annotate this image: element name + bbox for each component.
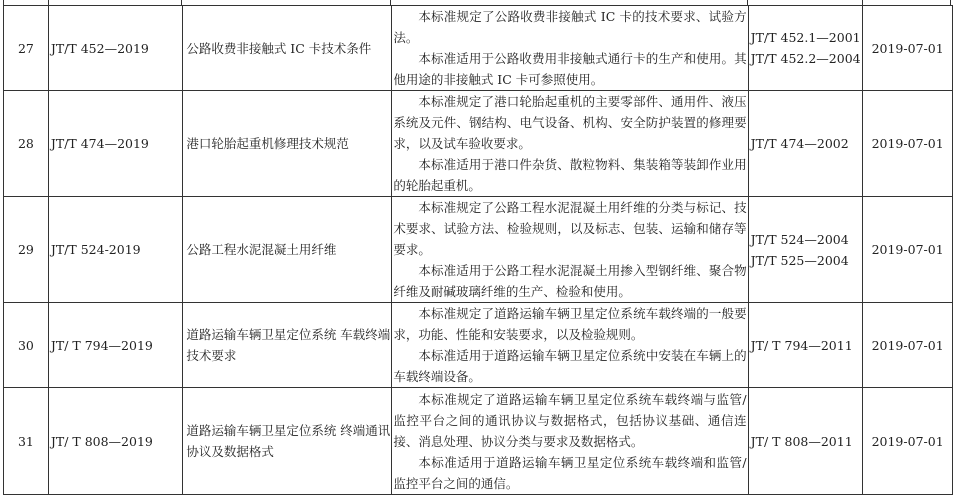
standard-description (392, 388, 748, 495)
replaced-standards (748, 197, 863, 303)
replaced-code: JT/T 452.2—2004 (750, 51, 861, 66)
row-number: 27 (4, 6, 49, 91)
replaced-code: JT/T 474—2002 (750, 136, 849, 151)
standard-name: 港口轮胎起重机修理技术规范 (183, 91, 392, 197)
replaced-standards (748, 6, 863, 91)
description-paragraph: 本标准适用于道路运输车辆卫星定位系统车载终端和监管/监控平台之间的通信。 (393, 454, 747, 491)
effective-date: 2019-07-01 (863, 91, 953, 197)
standards-table (3, 5, 953, 495)
replaced-code: JT/T 525—2004 (750, 252, 849, 268)
replaced-code: JT/T 452.1—2001 (750, 30, 861, 45)
standard-description (392, 197, 748, 303)
replaced-code: JT/T 524—2004 (750, 231, 849, 247)
standard-name: 道路运输车辆卫星定位系统 车载终端技术要求 (183, 303, 392, 388)
table-row (4, 303, 953, 388)
standard-description (392, 6, 748, 91)
replaced-standards (748, 91, 863, 197)
row-number: 31 (4, 388, 49, 495)
description-paragraph: 本标准适用于道路运输车辆卫星定位系统中安装在车辆上的车载终端设备。 (393, 348, 747, 384)
row-number: 28 (4, 91, 49, 197)
effective-date: 2019-07-01 (863, 388, 953, 495)
standard-description (392, 91, 748, 197)
table-row (4, 91, 953, 197)
table-row (4, 388, 953, 495)
standard-code: JT/ T 794—2019 (48, 303, 182, 388)
standard-code: JT/T 452—2019 (48, 6, 182, 91)
table-row (4, 197, 953, 303)
replaced-standards (748, 388, 863, 495)
replaced-code: JT/ T 794—2011 (750, 337, 853, 353)
description-paragraph: 本标准适用于公路工程水泥混凝土用掺入型钢纤维、聚合物纤维及耐碱玻璃纤维的生产、检验和使用。 (393, 263, 747, 299)
description-paragraph: 本标准规定了公路工程水泥混凝土用纤维的分类与标记、技术要求、试验方法、检验规则，以及标志、包装、运输和储存等要求。 (393, 200, 747, 257)
replaced-code: JT/ T 808—2011 (750, 433, 853, 449)
effective-date: 2019-07-01 (863, 303, 953, 388)
description-paragraph: 本标准规定了道路运输车辆卫星定位系统车载终端的一般要求，功能、性能和安装要求，以及检验规则。 (393, 306, 747, 342)
standard-name: 公路工程水泥混凝土用纤维 (183, 197, 392, 303)
standard-description (392, 303, 748, 388)
standard-name: 公路收费非接触式 IC 卡技术条件 (183, 6, 392, 91)
description-paragraph: 本标准适用于港口件杂货、散粒物料、集装箱等装卸作业用的轮胎起重机。 (393, 157, 747, 193)
description-paragraph: 本标准规定了道路运输车辆卫星定位系统车载终端与监管/监控平台之间的通讯协议与数据格式，包括协议基础、通信连接、消息处理、协议分类与要求及数据格式。 (393, 391, 747, 449)
standard-code: JT/ T 808—2019 (48, 388, 182, 495)
description-paragraph: 本标准规定了港口轮胎起重机的主要零部件、通用件、液压系统及元件、钢结构、电气设备、机构、安全防护装置的修理要求，以及试车验收要求。 (393, 94, 747, 151)
replaced-standards (748, 303, 863, 388)
description-paragraph: 本标准适用于公路收费用非接触式通行卡的生产和使用。其他用途的非接触式 IC 卡可参照使用。 (393, 51, 747, 87)
effective-date: 2019-07-01 (863, 6, 953, 91)
standard-code: JT/T 524-2019 (48, 197, 182, 303)
description-paragraph: 本标准规定了公路收费非接触式 IC 卡的技术要求、试验方法。 (393, 9, 747, 45)
standard-name: 道路运输车辆卫星定位系统 终端通讯协议及数据格式 (183, 388, 392, 495)
table-row (4, 6, 953, 91)
effective-date: 2019-07-01 (863, 197, 953, 303)
row-number: 30 (4, 303, 49, 388)
row-number: 29 (4, 197, 49, 303)
standard-code: JT/T 474—2019 (48, 91, 182, 197)
